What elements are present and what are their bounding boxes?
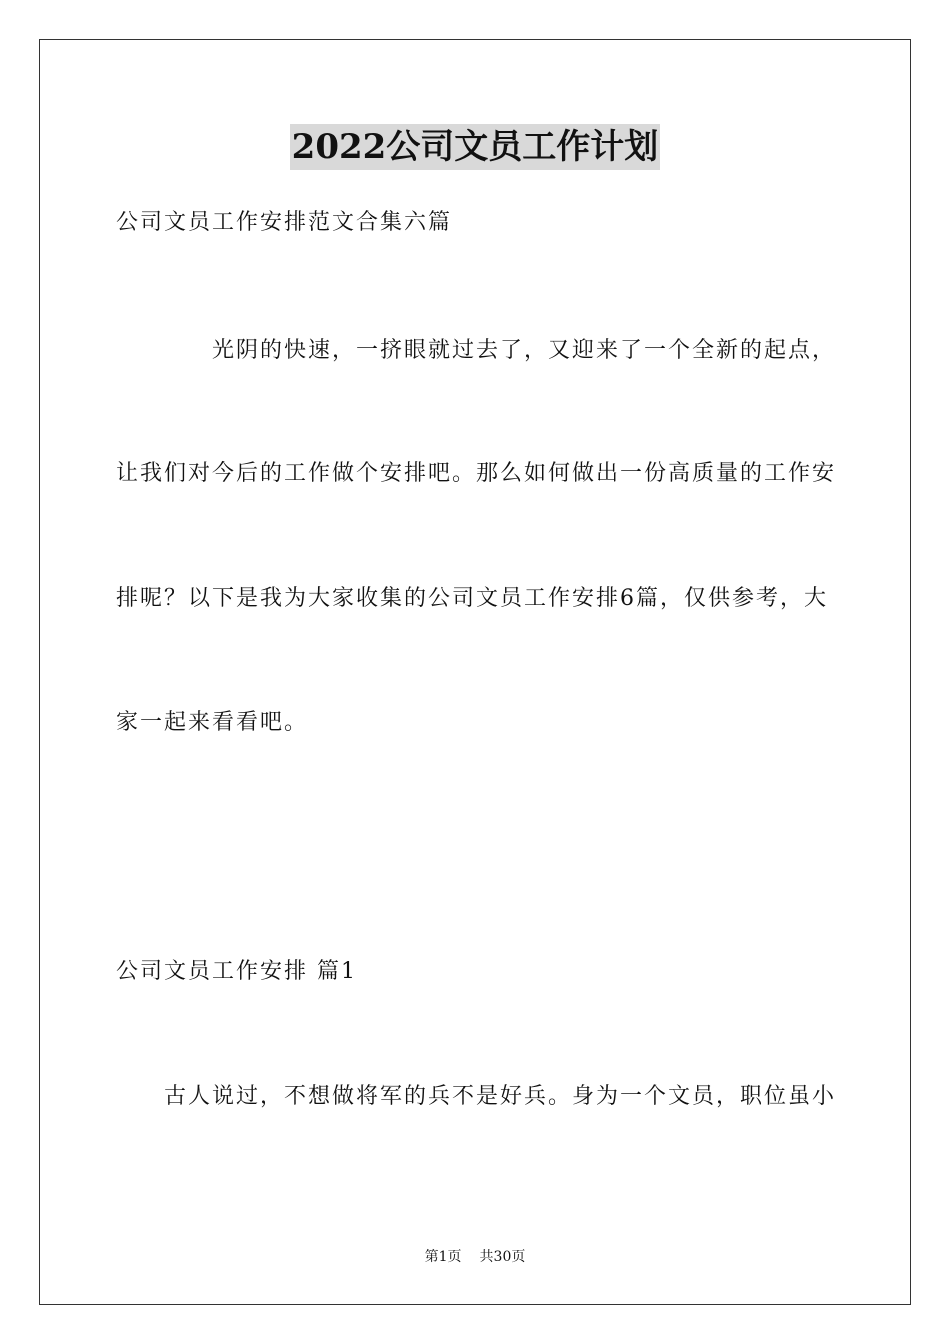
intro-line-1: 光阴的快速，一挤眼就过去了，又迎来了一个全新的起点， (212, 338, 837, 363)
intro-line-3: 排呢？以下是我为大家收集的公司文员工作安排6篇，仅供参考，大 (116, 586, 828, 611)
section-heading: 公司文员工作安排 篇1 (116, 959, 357, 984)
document-title: 2022公司文员工作计划 (290, 124, 661, 170)
section-body-line: 古人说过，不想做将军的兵不是好兵。身为一个文员，职位虽小 (164, 1084, 837, 1109)
intro-line-2: 让我们对今后的工作做个安排吧。那么如何做出一份高质量的工作安 (116, 461, 837, 486)
document-subtitle: 公司文员工作安排范文合集六篇 (116, 210, 453, 235)
intro-line-4: 家一起来看看吧。 (116, 710, 309, 735)
page-number: 第1页 (424, 1249, 462, 1265)
page-footer (0, 1247, 950, 1267)
page-total: 共30页 (479, 1249, 526, 1265)
title-container (0, 124, 950, 170)
